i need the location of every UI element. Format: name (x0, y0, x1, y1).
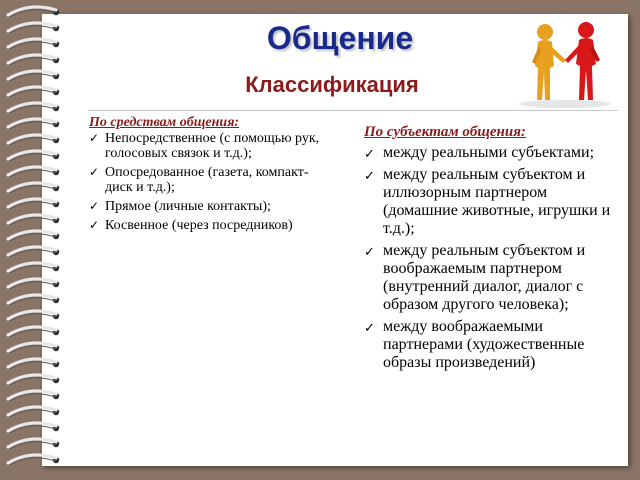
subjects-list (364, 144, 620, 372)
checkmark-icon: ✓ (89, 131, 100, 145)
list-item (89, 131, 334, 161)
checkmark-icon: ✓ (89, 199, 100, 213)
checkmark-icon: ✓ (89, 218, 100, 232)
checkmark-icon: ✓ (364, 320, 375, 335)
list-item-text: между реальными субъектами; (383, 144, 595, 161)
checkmark-icon: ✓ (364, 168, 375, 183)
handshake-figures-icon (510, 16, 620, 110)
list-item (89, 199, 334, 214)
divider-line (88, 110, 618, 111)
list-item-text: Непосредственное (с помощью рук, голосовых связок и т.д.); (105, 131, 320, 161)
list-item (89, 218, 334, 233)
list-item (89, 165, 334, 195)
slide-title: Общение (266, 20, 414, 56)
list-item (364, 242, 620, 314)
subjects-heading: По субъектам общения: (364, 124, 526, 140)
list-item (364, 144, 620, 162)
list-item-text: Косвенное (через посредников) (105, 218, 293, 233)
means-column (89, 114, 334, 237)
checkmark-icon: ✓ (89, 165, 100, 179)
list-item (364, 166, 620, 238)
means-heading: По средствам общения: (89, 115, 240, 130)
list-item-text: Прямое (личные контакты); (105, 199, 271, 214)
means-list (89, 131, 334, 233)
list-item-text: между воображаемыми партнерами (художественные образы произведений) (383, 318, 585, 371)
list-item (364, 318, 620, 372)
subjects-column (364, 123, 620, 376)
checkmark-icon: ✓ (364, 146, 375, 161)
list-item-text: между реальным субъектом и иллюзорным партнером (домашние животные, игрушки и т.д.); (383, 166, 611, 237)
list-item-text: Опосредованное (газета, компакт-диск и т.д.); (105, 165, 309, 195)
spiral-binding-icon (0, 0, 80, 480)
list-item-text: между реальным субъектом и воображаемым партнером (внутренний диалог, диалог с образом другого человека); (383, 242, 586, 313)
slide-subtitle: Классификация (245, 72, 419, 97)
checkmark-icon: ✓ (364, 244, 375, 259)
